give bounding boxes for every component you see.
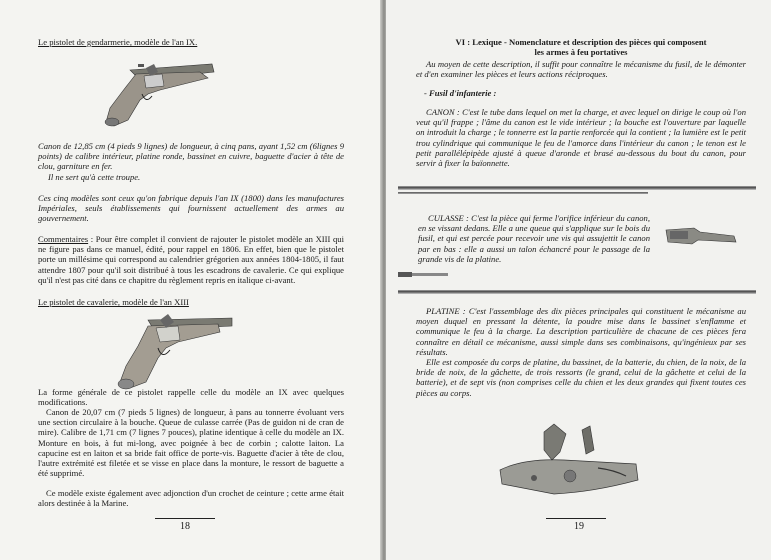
canon-definition bbox=[416, 107, 746, 168]
chapter-title-line2: les armes à feu portatives bbox=[534, 47, 628, 57]
commentaires-text: : Pour être complet il convient de rajouter le pistolet modèle an XIII qui ne figure pas dans ce manuel, édité, pour rappel en 1806. En effet, bien que le pistolet porte un millésime qui correspond au calendrier grégorien aux années 1804-1805, il faut attendre 1807 pour qu'il soit distribué à tous les escadrons de cavalerie. Ce qui explique qu'il n'est pas cité dans ce chapitre du règlement repris en italique ci-avant. bbox=[38, 234, 344, 285]
canon-term: CANON : bbox=[426, 107, 460, 117]
right-page bbox=[386, 0, 771, 560]
commentaires-paragraph bbox=[38, 234, 344, 285]
section-infantry-rifle: - Fusil d'infanterie : bbox=[424, 88, 497, 98]
left-page bbox=[0, 0, 382, 560]
platine-definition bbox=[416, 306, 746, 357]
canon-text: C'est le tube dans lequel on met la charge, et avec lequel on dirige le coup où l'on veut qu'il frappe ; l'âme du canon est le vide intérieur ; la bouche est l'ouverture par laquelle on introduit la charge ; le tonnerre est la partie renforcée qui la contient ; la lumière est le petit trou cylindrique qui communique le feu de l'amorce dans l'intérieur du canon ; le tenon est le petit parallélépipède ajusté à queue d'aronde et brasé au-dessous du bout du canon, pour servir à fixer la baïonnette. bbox=[416, 107, 746, 169]
commentaires-label: Commentaires bbox=[38, 234, 89, 244]
gendarmerie-usage: Il ne sert qu'à cette troupe. bbox=[48, 172, 141, 182]
cavalry-description: Canon de 20,07 cm (7 pieds 5 lignes) de longueur, à pans au tonnerre évoluant vers une section circulaire à la bouche. Queue de culasse carrée (Pas de guidon ni de cran de mire). Calibre de 1,71 cm (7 lignes 7 pouces), platine identique à celle du modèle an IX. Monture en bois, à fut mi-long, avec poignée à bec de corbin ; calotte laiton. La capucine est en laiton et sa bride fait office de porte-vis. Baguette d'acier à tête de clou, l'autre extrémité est filetée et se visse en place dans la monture, le ressort de baguette a été supprimé. bbox=[38, 407, 344, 479]
page-number-rule bbox=[546, 518, 606, 519]
gendarmerie-description: Canon de 12,85 cm (4 pieds 9 lignes) de longueur, à cinq pans, ayant 1,52 cm (6lignes 9 points) de calibre intérieur, platine ronde, bassinet en cuivre, baguette d'acier à tête de clou, garniture en fer. bbox=[38, 141, 344, 172]
page-number-rule bbox=[155, 518, 215, 519]
cavalry-pistol-illustration bbox=[108, 312, 238, 392]
platine-composition: Elle est composée du corps de platine, du bassinet, de la batterie, du chien, de la noix, de la bride de noix, de la gâchette, de trois ressorts (le grand, celui de la gâchette et celui de la batterie), et de sept vis (non comprises celle du chien et les deux grandes qui fixent toutes ces pièces au corps. bbox=[416, 357, 746, 398]
platine-text: C'est l'assemblage des dix pièces principales qui constituent le mécanisme au moyen duquel en pressant la détente, la poudre mise dans le bassinet s'enflamme et communique le feu à la charge. La description particulière de chacune de ces pièces fera connaître en détail ce mécanisme, aussi simple dans ses combinaisons, qu'ingénieux par ses résultats. bbox=[416, 306, 746, 357]
culasse-text: C'est la pièce qui ferme l'orifice inférieur du canon, en se vissant dedans. Elle a une queue qui s'applique sur le bois du fusil, et qui est percée pour recevoir une vis qui assujettit le canon par en bas : elle a aussi un talon échancré pour le passage de la grande vis de la platine. bbox=[418, 213, 650, 264]
lexique-intro: Au moyen de cette description, il suffit pour connaître le mécanisme du fusil, de le démonter et d'en examiner les pièces et leurs actions réciproques. bbox=[416, 59, 746, 80]
culasse-term: CULASSE : bbox=[428, 213, 469, 223]
barrel-illustration-shadow bbox=[398, 192, 648, 194]
gendarmerie-pistol-illustration bbox=[100, 60, 220, 130]
page-number-left: 18 bbox=[180, 521, 190, 532]
heading-cavalry-pistol: Le pistolet de cavalerie, modèle de l'an XIII bbox=[38, 297, 189, 307]
cavalry-general-form: La forme générale de ce pistolet rappelle celle du modèle an IX avec quelques modifications. bbox=[38, 387, 344, 408]
platine-term: PLATINE : bbox=[426, 306, 466, 316]
heading-gendarmerie-pistol: Le pistolet de gendarmerie, modèle de l'an IX. bbox=[38, 37, 198, 47]
flintlock-mechanism-illustration bbox=[494, 420, 644, 515]
page-number-right: 19 bbox=[574, 521, 584, 532]
rod-illustration bbox=[398, 290, 756, 294]
barrel-illustration bbox=[398, 186, 756, 190]
five-models-note: Ces cinq modèles sont ceux qu'on fabrique depuis l'an IX (1800) dans les manufactures Impériales, seuls établissements qui fournissent actuellement des armes au gouvernement. bbox=[38, 193, 344, 224]
screw-illustration bbox=[396, 268, 456, 282]
marine-variant-note: Ce modèle existe également avec adjonction d'un crochet de ceinture ; cette arme était alors destinée à la Marine. bbox=[38, 488, 344, 509]
culasse-definition bbox=[418, 213, 650, 264]
chapter-title-line1: VI : Lexique - Nomenclature et description des pièces qui composent bbox=[455, 37, 707, 47]
culasse-illustration bbox=[664, 222, 744, 252]
